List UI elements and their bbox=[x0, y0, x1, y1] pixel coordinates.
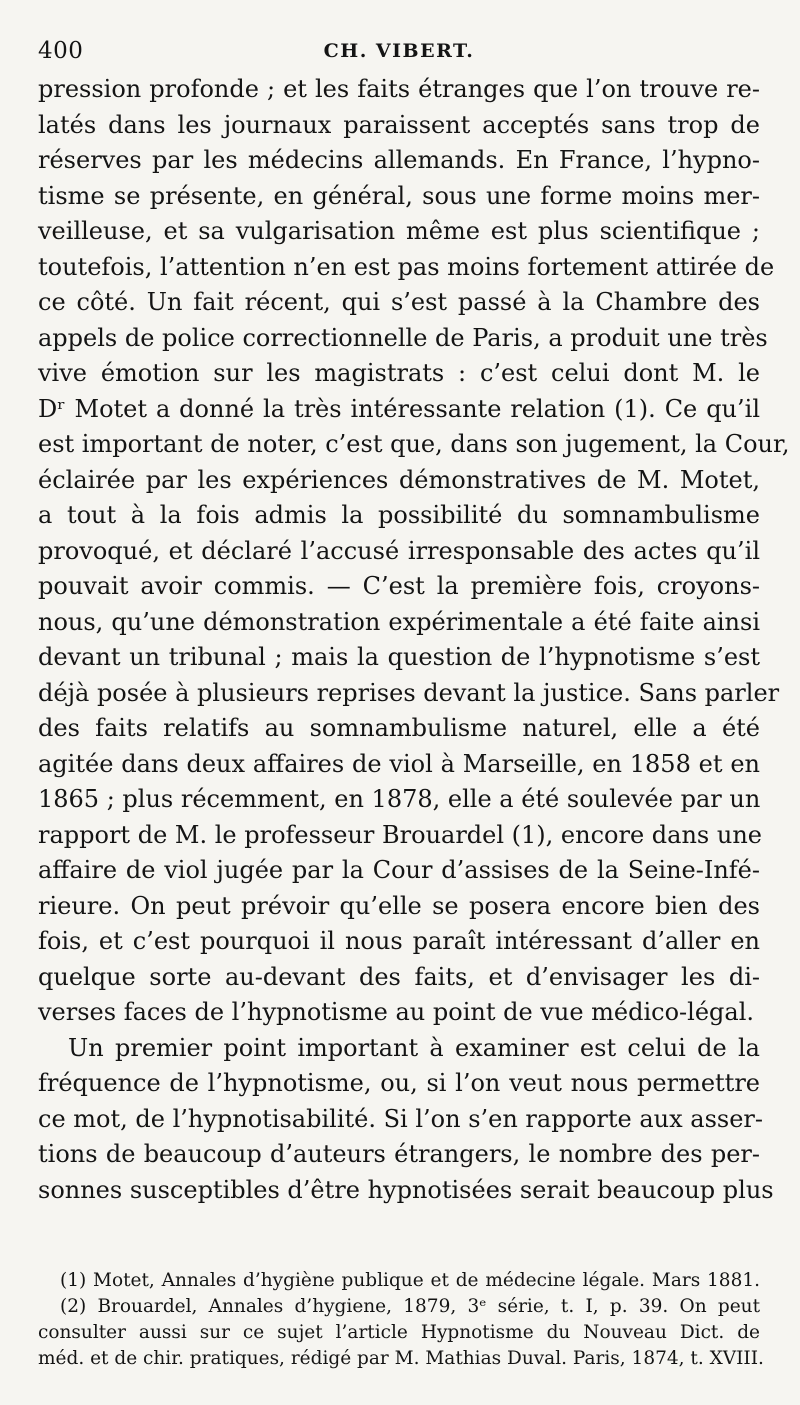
text-line: devant un tribunal ; mais la question de l’hypnotisme s’est bbox=[38, 643, 760, 671]
text-line: vive émotion sur les magistrats : c’est celui dont M. le bbox=[38, 359, 760, 387]
text-line: latés dans les journaux paraissent acceptés sans trop de bbox=[38, 110, 760, 139]
text-line: toutefois, l’attention n’en est pas moins fortement attirée de bbox=[38, 252, 775, 281]
main-text bbox=[38, 72, 790, 1208]
footnote-line: (1) Motet, Annales d’hygiène publique et de médecine légale. Mars 1881. bbox=[60, 1270, 760, 1291]
page-number: 400 bbox=[38, 38, 84, 64]
text-line: provoqué, et déclaré l’accusé irresponsable des actes qu’il bbox=[38, 536, 760, 565]
page-header bbox=[38, 38, 760, 68]
text-line: des faits relatifs au somnambulisme naturel, elle a été bbox=[38, 714, 760, 742]
footnote-line: (2) Brouardel, Annales d’hygiene, 1879, 3ᵉ série, t. I, p. 39. On peut bbox=[60, 1296, 760, 1317]
text-line: éclairée par les expériences démonstratives de M. Motet, bbox=[38, 465, 760, 494]
text-line: ce côté. Un fait récent, qui s’est passé à la Chambre des bbox=[38, 288, 760, 316]
text-line: tisme se présente, en général, sous une forme moins mer- bbox=[38, 181, 760, 210]
text-line: agitée dans deux affaires de viol à Marseille, en 1858 et en bbox=[38, 749, 760, 778]
text-line: a tout à la fois admis la possibilité du somnambulisme bbox=[38, 501, 760, 529]
text-line: veilleuse, et sa vulgarisation même est plus scientifique ; bbox=[38, 217, 760, 245]
text-line: sonnes susceptibles d’être hypnotisées serait beaucoup plus bbox=[38, 1175, 774, 1204]
text-line: appels de police correctionnelle de Paris, a produit une très bbox=[38, 323, 768, 352]
text-line: réserves par les médecins allemands. En France, l’hypno- bbox=[38, 146, 760, 174]
text-line: est important de noter, c’est que, dans son jugement, la Cour, bbox=[38, 430, 790, 458]
text-line: Un premier point important à examiner est celui de la bbox=[68, 1033, 760, 1062]
footnote-line: consulter aussi sur ce sujet l’article Hypnotisme du Nouveau Dict. de bbox=[38, 1322, 760, 1343]
running-head: CH. VIBERT. bbox=[323, 40, 475, 62]
text-line: Dʳ Motet a donné la très intéressante relation (1). Ce qu’il bbox=[38, 394, 760, 423]
text-line: rapport de M. le professeur Brouardel (1), encore dans une bbox=[38, 820, 762, 849]
text-line: tions de beaucoup d’auteurs étrangers, le nombre des per- bbox=[38, 1140, 760, 1168]
text-line: 1865 ; plus récemment, en 1878, elle a été soulevée par un bbox=[38, 785, 761, 813]
text-line: pouvait avoir commis. — C’est la première fois, croyons- bbox=[38, 572, 760, 600]
text-line: fois, et c’est pourquoi il nous paraît intéressant d’aller en bbox=[38, 927, 760, 955]
text-line: fréquence de l’hypnotisme, ou, si l’on veut nous permettre bbox=[38, 1069, 760, 1097]
text-line: nous, qu’une démonstration expérimentale a été faite ainsi bbox=[38, 607, 760, 636]
text-line: ce mot, de l’hypnotisabilité. Si l’on s’en rapporte aux asser- bbox=[38, 1104, 763, 1133]
text-line: verses faces de l’hypnotisme au point de vue médico-légal. bbox=[38, 998, 755, 1026]
footnotes bbox=[38, 1268, 764, 1372]
text-line: affaire de viol jugée par la Cour d’assises de la Seine-Infé- bbox=[38, 856, 760, 884]
footnote-line: méd. et de chir. pratiques, rédigé par M. Mathias Duval. Paris, 1874, t. XVIII. bbox=[38, 1348, 764, 1369]
text-line: quelque sorte au-devant des faits, et d’envisager les di- bbox=[38, 962, 760, 991]
text-line: pression profonde ; et les faits étranges que l’on trouve re- bbox=[38, 75, 760, 103]
text-line: rieure. On peut prévoir qu’elle se posera encore bien des bbox=[38, 891, 760, 920]
text-line: déjà posée à plusieurs reprises devant la justice. Sans parler bbox=[38, 678, 780, 707]
